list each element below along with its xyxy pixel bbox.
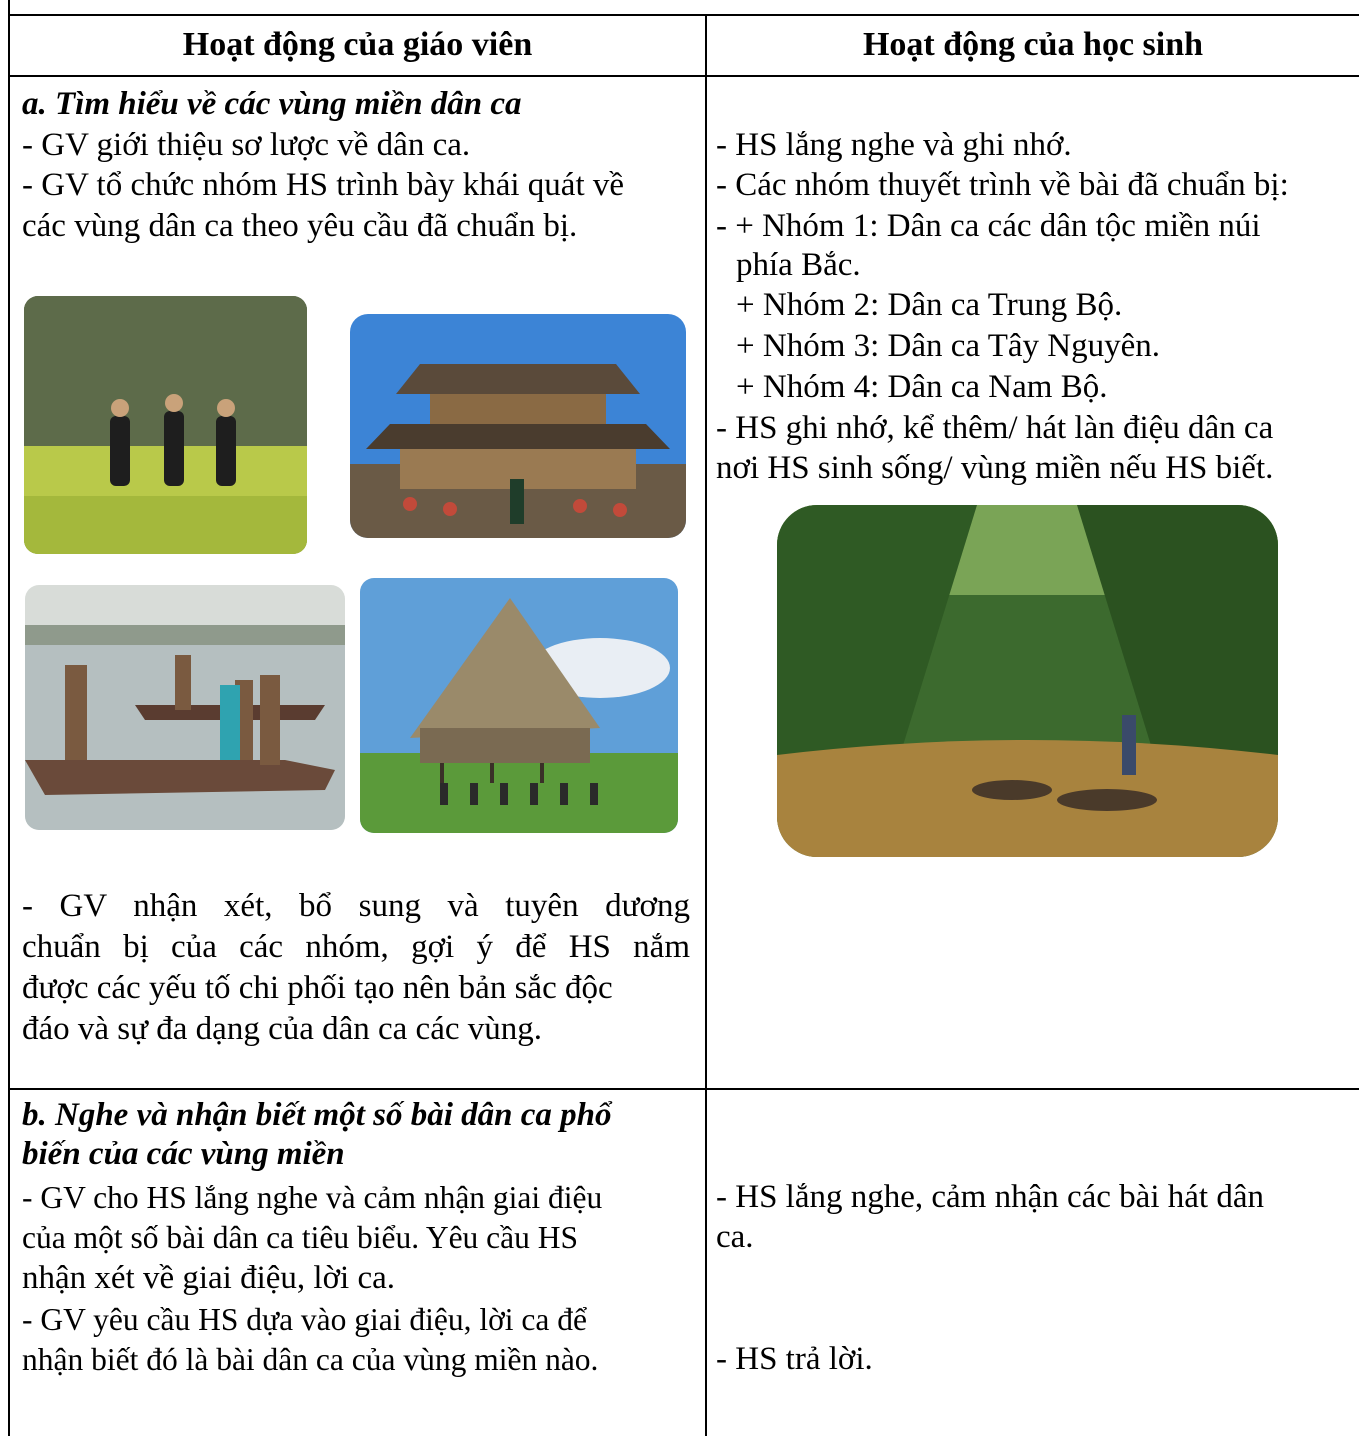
student-line: ca. — [716, 1219, 754, 1255]
stilt-house-photo — [360, 578, 678, 833]
canal-palms-photo — [777, 505, 1278, 857]
row-divider — [8, 1088, 1359, 1090]
student-line: nơi HS sinh sống/ vùng miền nếu HS biết. — [716, 450, 1274, 486]
table-top-border — [8, 14, 1359, 16]
student-line: - HS trả lời. — [716, 1341, 873, 1377]
rice-field-singers-photo — [24, 296, 307, 554]
student-line: + Nhóm 4: Dân ca Nam Bộ. — [736, 369, 1108, 405]
teacher-line: các vùng dân ca theo yêu cầu đã chuẩn bị. — [22, 208, 578, 244]
student-line: - HS lắng nghe và ghi nhớ. — [716, 127, 1072, 163]
teacher-line: - GV nhận xét, bổ sung và tuyên dương — [22, 888, 690, 924]
student-line: - HS lắng nghe, cảm nhận các bài hát dân — [716, 1179, 1264, 1215]
teacher-line: của một số bài dân ca tiêu biểu. Yêu cầu HS — [22, 1220, 579, 1255]
student-line: - + Nhóm 1: Dân ca các dân tộc miền núi — [716, 208, 1261, 244]
boat-singers-photo — [25, 585, 345, 830]
student-line: - HS ghi nhớ, kể thêm/ hát làn điệu dân ca — [716, 410, 1274, 446]
teacher-line: - GV tổ chức nhóm HS trình bày khái quát về — [22, 167, 625, 203]
table-middle-border — [705, 14, 707, 1436]
student-column-header: Hoạt động của học sinh — [862, 26, 1204, 63]
section-b-title: biến của các vùng miền — [22, 1136, 345, 1172]
teacher-line: nhận xét về giai điệu, lời ca. — [22, 1260, 395, 1296]
table-left-border — [8, 0, 10, 1436]
student-line: - Các nhóm thuyết trình về bài đã chuẩn bị: — [716, 167, 1289, 203]
student-line: phía Bắc. — [736, 247, 861, 283]
teacher-line: đáo và sự đa dạng của dân ca các vùng. — [22, 1011, 542, 1047]
teacher-line: - GV cho HS lắng nghe và cảm nhận giai điệu — [22, 1180, 603, 1215]
teacher-line: - GV giới thiệu sơ lược về dân ca. — [22, 127, 471, 163]
teacher-line: được các yếu tố chi phối tạo nên bản sắc độc — [22, 970, 613, 1006]
teacher-line: - GV yêu cầu HS dựa vào giai điệu, lời ca để — [22, 1302, 587, 1337]
student-line: + Nhóm 3: Dân ca Tây Nguyên. — [736, 328, 1160, 364]
header-divider — [8, 75, 1359, 77]
student-line: + Nhóm 2: Dân ca Trung Bộ. — [736, 287, 1123, 323]
communal-house-photo — [350, 314, 686, 538]
teacher-line: chuẩn bị của các nhóm, gợi ý để HS nắm — [22, 929, 690, 965]
section-b-title: b. Nghe và nhận biết một số bài dân ca phổ — [22, 1097, 612, 1133]
teacher-column-header: Hoạt động của giáo viên — [182, 26, 533, 63]
teacher-line: nhận biết đó là bài dân ca của vùng miền nào. — [22, 1342, 599, 1377]
section-a-title: a. Tìm hiểu về các vùng miền dân ca — [22, 86, 522, 122]
